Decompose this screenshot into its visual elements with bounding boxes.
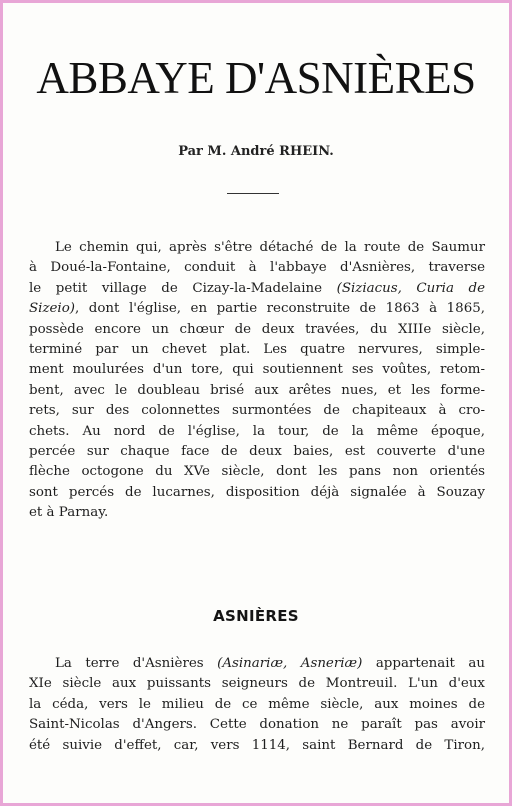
text-line: chets. Au nord de l'église, la tour, de la même époque, bbox=[29, 423, 485, 439]
text-line: Saint-Nicolas d'Angers. Cette donation ne paraît pas avoir bbox=[29, 717, 485, 733]
author-line: Par M. André RHEIN. bbox=[178, 144, 334, 159]
text-line: flèche octogone du XVe siècle, dont les pans non orientés bbox=[29, 464, 485, 480]
text-line: été suivie d'effet, car, vers 1114, saint Bernard de Tiron, bbox=[29, 737, 485, 753]
text-line: terminé par un chevet plat. Les quatre nervures, simple- bbox=[29, 342, 485, 358]
text-line: Sizeio), dont l'église, en partie reconstruite de 1863 à 1865, bbox=[29, 301, 485, 317]
text-line: possède encore un chœur de deux travées, du XIIIe siècle, bbox=[29, 321, 485, 337]
section-heading: ASNIÈRES bbox=[213, 607, 299, 625]
text-line: bent, avec le doubleau brisé aux arêtes nues, et les forme- bbox=[29, 382, 485, 398]
text-line: rets, sur des colonnettes surmontées de chapiteaux à cro- bbox=[29, 403, 485, 419]
text-line: la céda, vers le milieu de ce même siècle, aux moines de bbox=[29, 696, 485, 712]
text-line: le petit village de Cizay-la-Madelaine (Siziacus, Curia de bbox=[29, 280, 485, 296]
text-line: percée sur chaque face de deux baies, est couverte d'une bbox=[29, 444, 485, 460]
separator-rule bbox=[227, 193, 279, 194]
article-title: ABBAYE D'ASNIÈRES bbox=[36, 53, 476, 103]
paragraph-intro bbox=[29, 238, 485, 524]
text-line: XIe siècle aux puissants seigneurs de Montreuil. L'un d'eux bbox=[29, 676, 485, 692]
text-line: à Doué-la-Fontaine, conduit à l'abbaye d'Asnières, traverse bbox=[29, 260, 485, 276]
text-line: ment moulurées d'un tore, qui soutiennent ses voûtes, retom- bbox=[29, 362, 485, 378]
paragraph-asnieres bbox=[29, 654, 485, 756]
text-line: Le chemin qui, après s'être détaché de la route de Saumur bbox=[55, 240, 485, 255]
text-line: et à Parnay. bbox=[29, 505, 109, 521]
text-line: sont percés de lucarnes, disposition déjà signalée à Souzay bbox=[29, 484, 485, 500]
italic-latin-name: (Siziacus, Curia de bbox=[336, 280, 485, 296]
italic-latin-name: (Asinariæ, Asneriæ) bbox=[217, 656, 363, 671]
italic-latin-name: Sizeio) bbox=[29, 301, 76, 317]
text-line: La terre d'Asnières (Asinariæ, Asneriæ) appartenait au bbox=[55, 656, 485, 671]
